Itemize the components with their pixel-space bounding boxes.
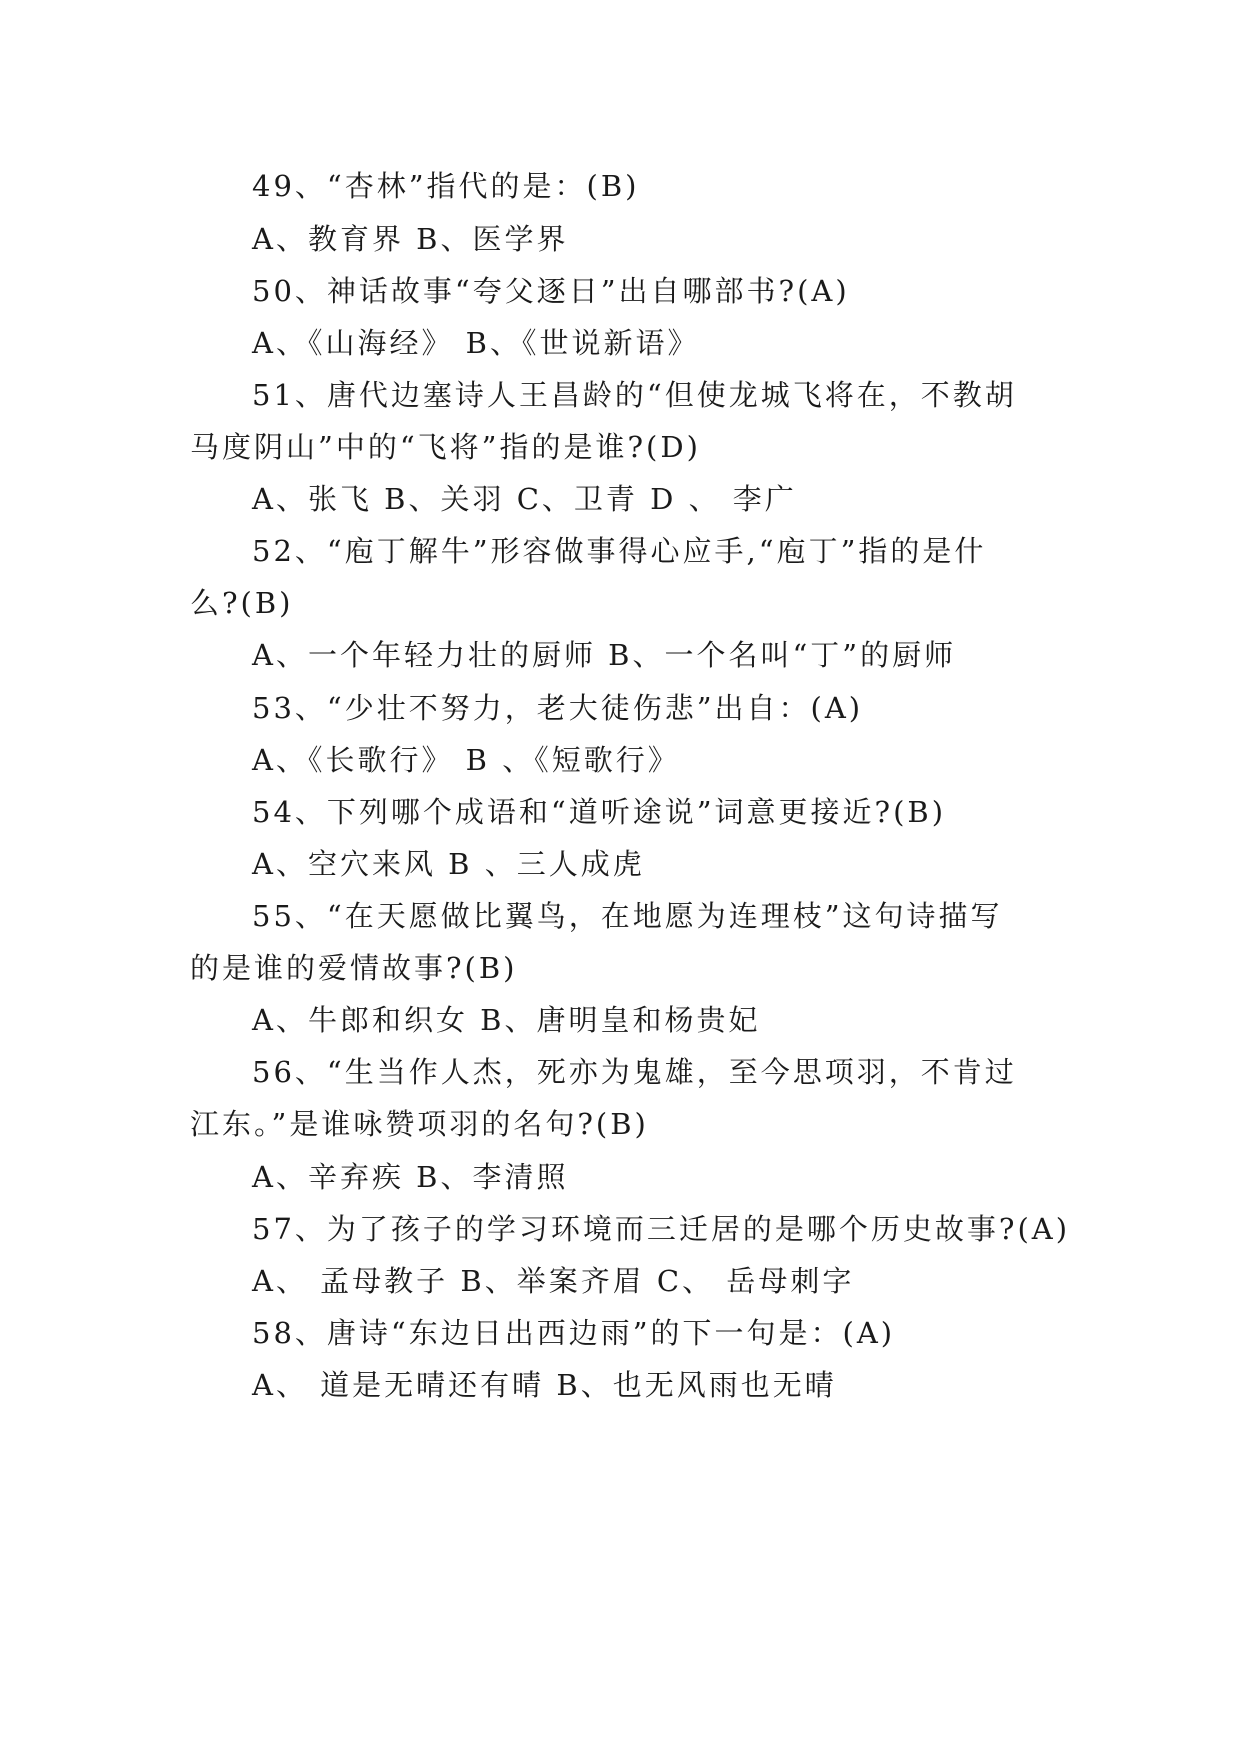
question-52-line-1: 52、“庖丁解牛”形容做事得心应手,“庖丁”指的是什 [252,534,987,568]
options-52: A、一个年轻力壮的厨师 B、一个名叫“丁”的厨师 [252,638,957,672]
options-50: A、《山海经》 B、《世说新语》 [252,326,700,360]
question-54: 54、下列哪个成语和“道听途说”词意更接近?(B) [252,795,947,829]
options-49: A、教育界 B、医学界 [252,222,569,256]
question-58: 58、唐诗“东边日出西边雨”的下一句是：(A) [252,1316,896,1350]
options-56: A、辛弃疾 B、李清照 [252,1160,569,1194]
question-55-line-2: 的是谁的爱情故事?(B) [190,951,518,985]
options-51: A、张飞 B、关羽 C、卫青 D 、 李广 [252,482,797,516]
options-58: A、 道是无晴还有晴 B、也无风雨也无晴 [252,1368,837,1402]
question-50: 50、神话故事“夸父逐日”出自哪部书?(A) [252,274,850,308]
options-57: A、 孟母教子 B、举案齐眉 C、 岳母刺字 [252,1264,855,1298]
question-51-line-2: 马度阴山”中的“飞将”指的是谁?(D) [190,430,701,464]
options-53: A、《长歌行》 B 、《短歌行》 [252,743,680,777]
question-57: 57、为了孩子的学习环境而三迁居的是哪个历史故事?(A) [252,1212,1071,1246]
options-54: A、空穴来风 B 、三人成虎 [252,847,645,881]
question-52-line-2: 么?(B) [190,586,294,620]
question-49: 49、“杏林”指代的是：(B) [252,169,640,203]
question-51-line-1: 51、唐代边塞诗人王昌龄的“但使龙城飞将在，不教胡 [252,378,1017,412]
question-55-line-1: 55、“在天愿做比翼鸟，在地愿为连理枝”这句诗描写 [252,899,1003,933]
question-56-line-1: 56、“生当作人杰，死亦为鬼雄，至今思项羽，不肯过 [252,1055,1017,1089]
question-53: 53、“少壮不努力，老大徒伤悲”出自：(A) [252,691,864,725]
options-55: A、牛郎和织女 B、唐明皇和杨贵妃 [252,1003,761,1037]
question-56-line-2: 江东。”是谁咏赞项羽的名句?(B) [190,1107,649,1141]
